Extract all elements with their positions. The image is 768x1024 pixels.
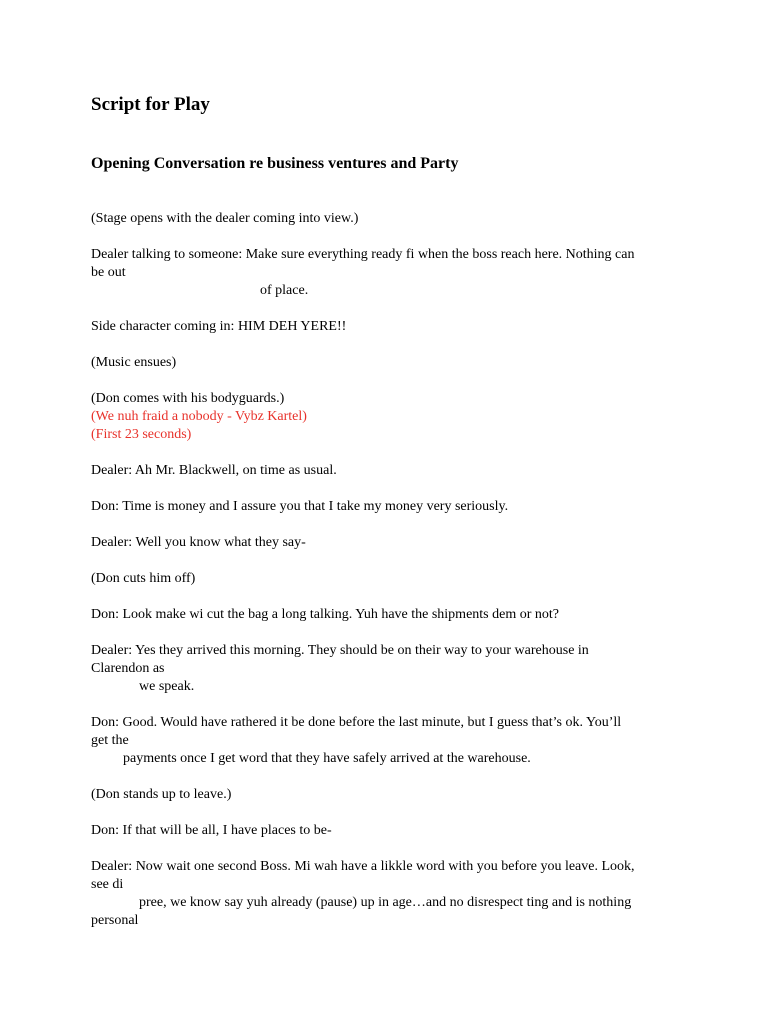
dialogue-line: pree, we know say yuh already (pause) up in age…and no disrespect ting and is nothing <box>139 895 632 910</box>
music-note: (We nuh fraid a nobody - Vybz Kartel) <box>91 409 307 424</box>
paragraph-gap <box>91 696 691 714</box>
paragraph-gap <box>91 300 691 318</box>
dialogue-line: personal <box>91 913 139 928</box>
dialogue-line: of place. <box>260 283 309 298</box>
dialogue-line: Don: Good. Would have rathered it be done before the last minute, but I guess that’s ok. You’ll <box>91 715 622 730</box>
paragraph-gap <box>91 372 691 390</box>
document-title: Script for Play <box>91 94 210 115</box>
dialogue-line: get the <box>91 733 129 748</box>
dialogue-line: Dealer: Well you know what they say- <box>91 535 306 550</box>
paragraph-gap <box>91 228 691 246</box>
dialogue-line: be out <box>91 265 126 280</box>
paragraph-gap <box>91 624 691 642</box>
stage-direction: (Stage opens with the dealer coming into view.) <box>91 211 359 226</box>
dialogue-line: Dealer: Ah Mr. Blackwell, on time as usual. <box>91 463 337 478</box>
paragraph-gap <box>91 840 691 858</box>
paragraph-gap <box>91 588 691 606</box>
dialogue-line: Dealer talking to someone: Make sure everything ready fi when the boss reach here. Nothing can <box>91 247 635 262</box>
section-heading: Opening Conversation re business ventures and Party <box>91 155 459 172</box>
stage-direction: (Don cuts him off) <box>91 571 196 586</box>
stage-direction: (Don comes with his bodyguards.) <box>91 391 285 406</box>
paragraph-gap <box>91 336 691 354</box>
stage-direction: (Don stands up to leave.) <box>91 787 232 802</box>
dialogue-line: Don: If that will be all, I have places to be- <box>91 823 332 838</box>
dialogue-line: payments once I get word that they have safely arrived at the warehouse. <box>123 751 531 766</box>
dialogue-line: Clarendon as <box>91 661 165 676</box>
dialogue-line: Don: Time is money and I assure you that I take my money very seriously. <box>91 499 509 514</box>
dialogue-line: Dealer: Yes they arrived this morning. They should be on their way to your warehouse in <box>91 643 589 658</box>
paragraph-gap <box>91 804 691 822</box>
music-note: (First 23 seconds) <box>91 427 192 442</box>
paragraph-gap <box>91 768 691 786</box>
paragraph-gap <box>91 552 691 570</box>
dialogue-line: we speak. <box>139 679 195 694</box>
dialogue-line: see di <box>91 877 124 892</box>
dialogue-line: Don: Look make wi cut the bag a long talking. Yuh have the shipments dem or not? <box>91 607 559 622</box>
dialogue-line: Dealer: Now wait one second Boss. Mi wah have a likkle word with you before you leave. Look, <box>91 859 635 874</box>
paragraph-gap <box>91 516 691 534</box>
stage-direction: (Music ensues) <box>91 355 177 370</box>
paragraph-gap <box>91 444 691 462</box>
paragraph-gap <box>91 480 691 498</box>
dialogue-line: Side character coming in: HIM DEH YERE!! <box>91 319 347 334</box>
script-body <box>91 210 691 930</box>
